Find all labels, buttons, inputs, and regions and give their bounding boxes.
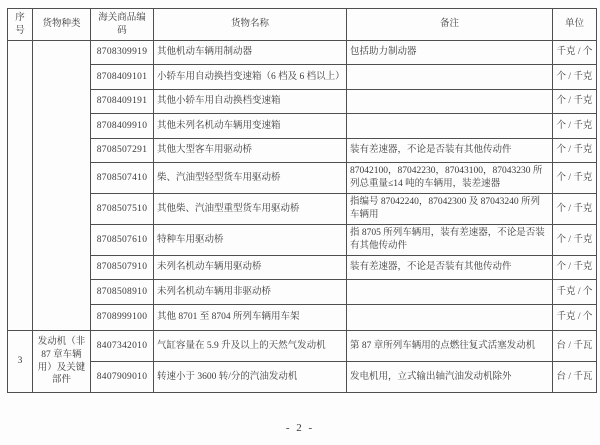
tariff-table <box>7 8 597 393</box>
name-cell: 转速小于 3600 转/分的汽油发动机 <box>154 362 347 393</box>
remark-cell: 包括助力制动器 <box>347 41 553 65</box>
code-cell: 8708507291 <box>91 139 154 163</box>
remark-cell: 指编号 87042240，87042300 及 87043240 所列车辆用 <box>347 194 553 225</box>
remark-cell: 指 8705 所列车辆用，装有差速器，不论是否装有其他传动件 <box>347 225 553 256</box>
serial-cell-section2: 3 <box>8 331 33 393</box>
header-name: 货物名称 <box>154 9 347 41</box>
remark-cell: 发电机用，立式输出轴汽油发动机除外 <box>347 362 553 393</box>
name-cell: 小轿车用自动换挡变速箱（6 档及 6 档以上） <box>154 65 347 90</box>
code-cell: 8708507410 <box>91 163 154 194</box>
table-row <box>8 225 597 256</box>
name-cell: 其他大型客车用驱动桥 <box>154 139 347 163</box>
unit-cell: 个 / 千克 <box>553 65 597 90</box>
table-row <box>8 65 597 90</box>
category-cell-section1 <box>33 41 91 331</box>
remark-cell: 装有差速器，不论是否装有其他传动件 <box>347 139 553 163</box>
name-cell: 其他小轿车用自动换档变速箱 <box>154 90 347 114</box>
header-code: 海关商品编码 <box>91 9 154 41</box>
serial-cell-section1 <box>8 41 33 331</box>
remark-cell <box>347 90 553 114</box>
name-cell: 其他柴、汽油型重型货车用驱动桥 <box>154 194 347 225</box>
table-row <box>8 41 597 65</box>
table-row <box>8 163 597 194</box>
table-row <box>8 90 597 114</box>
remark-cell: 87042100，87042230，87043100，87043230 所列总重量≤14 吨的车辆用，装差速器 <box>347 163 553 194</box>
unit-cell: 台 / 千瓦 <box>553 331 597 362</box>
page-number: - 2 - <box>285 422 315 434</box>
name-cell: 特种车用驱动桥 <box>154 225 347 256</box>
table-row <box>8 305 597 331</box>
name-cell: 未列名机动车辆用非驱动桥 <box>154 280 347 305</box>
name-cell: 其他 8701 至 8704 所列车辆用车架 <box>154 305 347 331</box>
table-row <box>8 114 597 139</box>
name-cell: 未列名机动车辆用驱动桥 <box>154 256 347 280</box>
category-cell-section2: 发动机（非 87 章车辆用）及关键部件 <box>33 331 91 393</box>
unit-cell: 个 / 千克 <box>553 225 597 256</box>
name-cell: 其他未列名机动车辆用变速箱 <box>154 114 347 139</box>
header-category: 货物种类 <box>33 9 91 41</box>
code-cell: 8708409101 <box>91 65 154 90</box>
name-cell: 其他机动车辆用制动器 <box>154 41 347 65</box>
code-cell: 8708508910 <box>91 280 154 305</box>
name-cell: 气缸容量在 5.9 升及以上的天然气发动机 <box>154 331 347 362</box>
header-serial: 序号 <box>8 9 33 41</box>
table-header-row <box>8 9 597 41</box>
remark-cell <box>347 305 553 331</box>
code-cell: 8708309919 <box>91 41 154 65</box>
unit-cell: 台 / 千瓦 <box>553 362 597 393</box>
unit-cell: 千克 / 个 <box>553 280 597 305</box>
unit-cell: 个 / 千克 <box>553 194 597 225</box>
code-cell: 8708999100 <box>91 305 154 331</box>
table-row <box>8 280 597 305</box>
unit-cell: 千克 / 个 <box>553 305 597 331</box>
code-cell: 8407909010 <box>91 362 154 393</box>
unit-cell: 千克 / 个 <box>553 41 597 65</box>
remark-cell <box>347 65 553 90</box>
table-row <box>8 331 597 362</box>
unit-cell: 个 / 千克 <box>553 256 597 280</box>
code-cell: 8708409191 <box>91 90 154 114</box>
code-cell: 8708507610 <box>91 225 154 256</box>
remark-cell: 装有差速器，不论是否装有其他传动件 <box>347 256 553 280</box>
code-cell: 8407342010 <box>91 331 154 362</box>
remark-cell: 第 87 章所列车辆用的点燃往复式活塞发动机 <box>347 331 553 362</box>
remark-cell <box>347 114 553 139</box>
unit-cell: 个 / 千克 <box>553 90 597 114</box>
unit-cell: 个 / 千克 <box>553 114 597 139</box>
table-row <box>8 362 597 393</box>
table-row <box>8 139 597 163</box>
header-unit: 单位 <box>553 9 597 41</box>
unit-cell: 个 / 千克 <box>553 163 597 194</box>
header-remark: 备注 <box>347 9 553 41</box>
table-row <box>8 194 597 225</box>
remark-cell <box>347 280 553 305</box>
code-cell: 8708507910 <box>91 256 154 280</box>
name-cell: 柴、汽油型轻型货车用驱动桥 <box>154 163 347 194</box>
code-cell: 8708409910 <box>91 114 154 139</box>
code-cell: 8708507510 <box>91 194 154 225</box>
unit-cell: 个 / 千克 <box>553 139 597 163</box>
table-row <box>8 256 597 280</box>
